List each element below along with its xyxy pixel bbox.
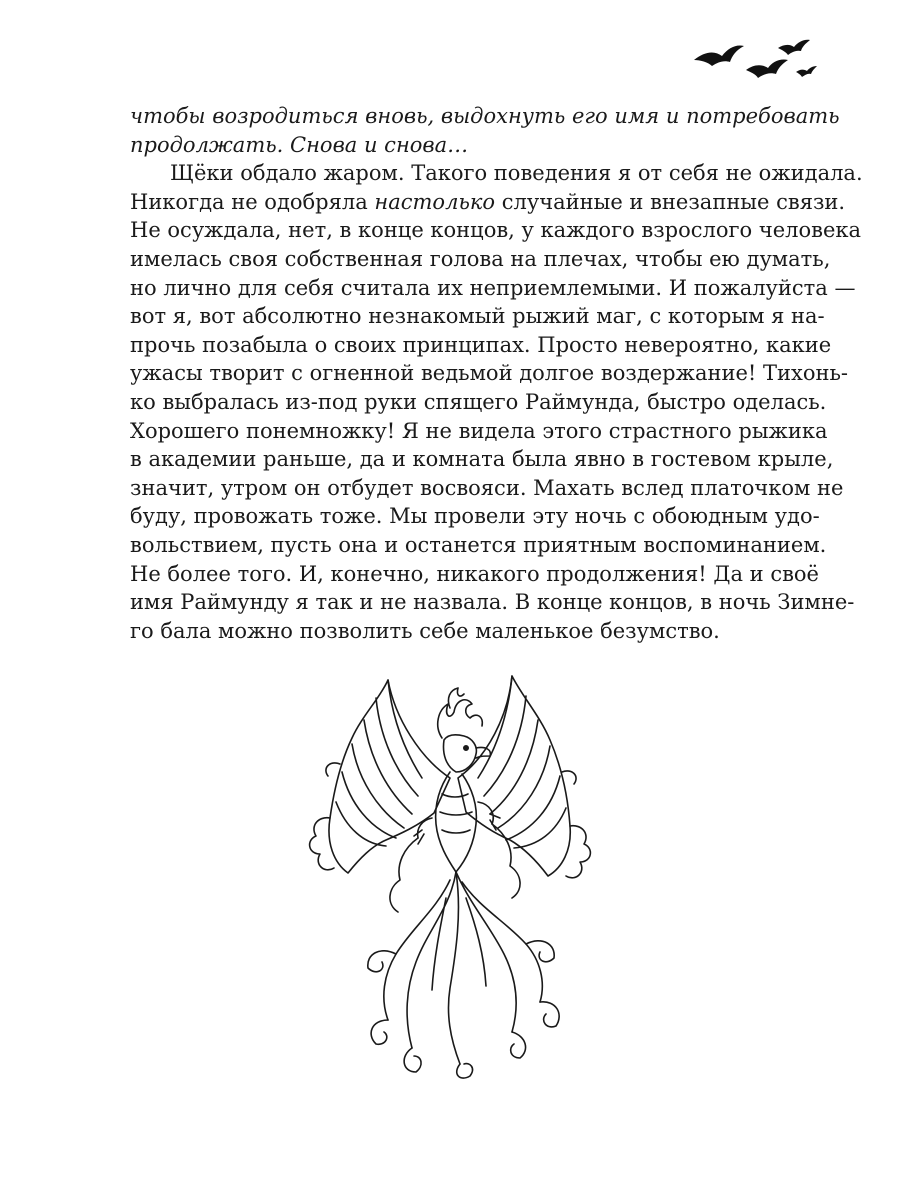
text-line: в академии раньше, да и комната была явно в гостевом крыле, <box>130 447 834 472</box>
text-line: ужасы творит с огненной ведьмой долгое воздержание! Тихонь- <box>130 361 849 386</box>
emphasis-text: настолько <box>374 189 496 214</box>
flying-birds-icon <box>690 28 820 83</box>
text-line: продолжать. Снова и снова… <box>130 132 469 157</box>
text-fragment: случайные и внезапные связи. <box>495 189 846 214</box>
text-line: Не осуждала, нет, в конце концов, у каждого взрослого человека <box>130 218 862 243</box>
text-line: Щёки обдало жаром. Такого поведения я от себя не ожидала. <box>170 161 863 186</box>
text-line: чтобы возродиться вновь, выдохнуть его имя и потребовать <box>130 104 840 128</box>
text-line: вот я, вот абсолютно незнакомый рыжий маг, с которым я на- <box>130 304 825 329</box>
text-line: буду, провожать тоже. Мы провели эту ночь с обоюдным удо- <box>130 504 820 529</box>
text-line: значит, утром он отбудет восвояси. Махать вслед платочком не <box>130 475 844 500</box>
text-fragment: Никогда не одобряла <box>130 189 375 214</box>
text-line <box>130 188 846 217</box>
text-line: прочь позабыла о своих принципах. Просто невероятно, какие <box>130 332 832 357</box>
text-line: Не более того. И, конечно, никакого продолжения! Да и своё <box>130 561 819 586</box>
text-line: вольствием, пусть она и останется приятным воспоминанием. <box>130 532 827 557</box>
text-line: ко выбралась из-под руки спящего Раймунда, быстро оделась. <box>130 389 827 414</box>
text-line: но лично для себя считала их неприемлемыми. И пожалуйста — <box>130 275 856 300</box>
text-line: Хорошего понемножку! Я не видела этого страстного рыжика <box>130 418 828 443</box>
phoenix-icon <box>300 668 600 1080</box>
body-text <box>130 102 863 645</box>
text-line: го бала можно позволить себе маленькое безумство. <box>130 618 720 643</box>
text-line: имелась своя собственная голова на плечах, чтобы ею думать, <box>130 246 831 271</box>
text-line: имя Раймунду я так и не назвала. В конце концов, в ночь Зимне- <box>130 590 855 615</box>
